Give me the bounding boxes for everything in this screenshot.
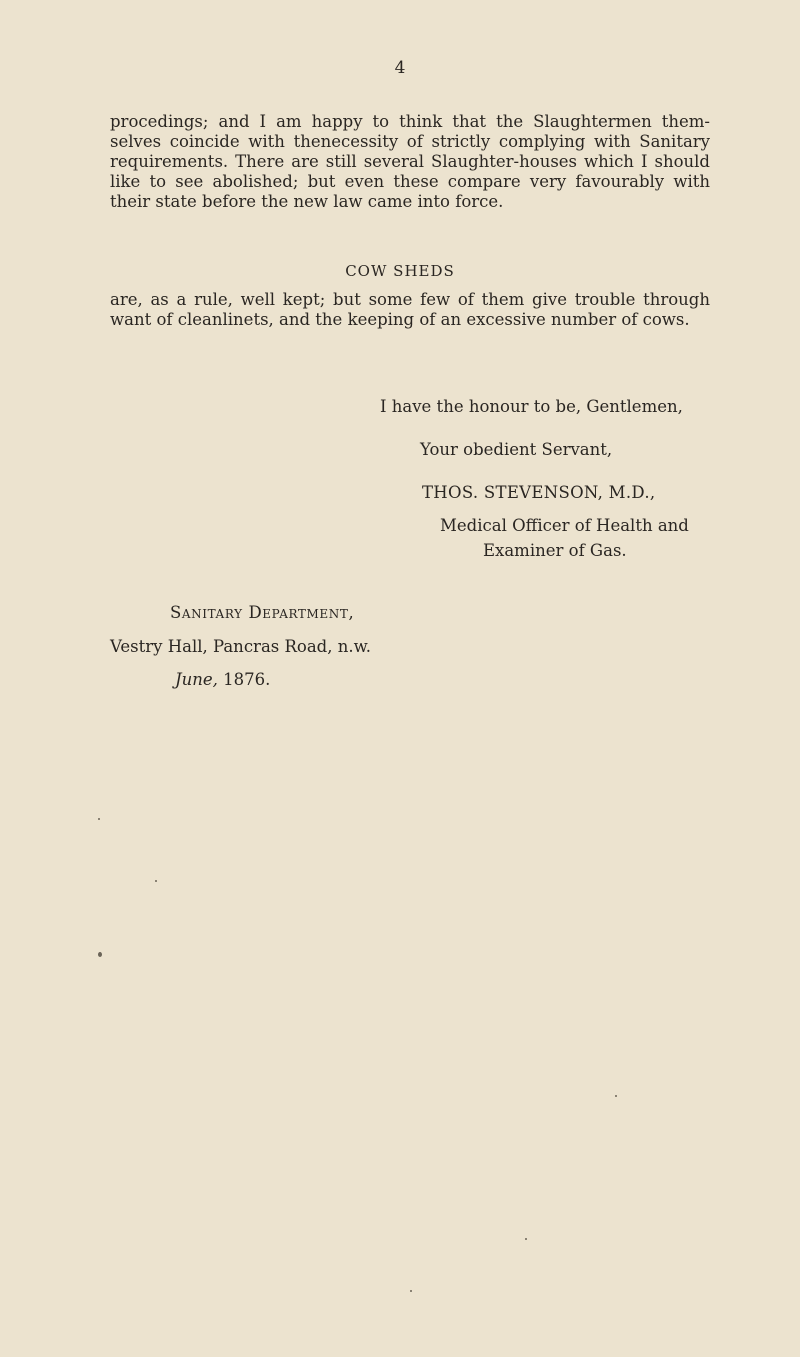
paper-speck: [615, 1095, 617, 1097]
paper-speck: [98, 952, 102, 957]
paper-speck: [155, 880, 157, 882]
officer-title-line-1: Medical Officer of Health and: [440, 516, 689, 535]
page-number: 4: [394, 58, 406, 78]
department-name: Sanitary Department,: [170, 603, 355, 622]
paper-speck: [410, 1290, 412, 1292]
document-date: [175, 670, 270, 689]
date-month: June,: [175, 670, 218, 689]
paper-speck: [525, 1238, 527, 1240]
closing-line: I have the honour to be, Gentlemen,: [380, 397, 683, 416]
signature-name: THOS. STEVENSON, M.D.,: [422, 483, 656, 502]
cow-sheds-paragraph: are, as a rule, well kept; but some few of them give trouble through want of cleanlinets, and the keeping of an excessive number of cows.: [110, 290, 710, 329]
intro-paragraph: procedings; and I am happy to think that the Slaughtermen them-selves coincide with thenecessity of strictly complying with Sanitary requirements. There are still several Slaughter-houses which I should like to see abolished; but even these compare very favourably with their state before the new law came into force.: [110, 112, 710, 211]
paper-speck: [98, 818, 100, 820]
obedient-servant-line: Your obedient Servant,: [420, 440, 613, 459]
officer-title-line-2: Examiner of Gas.: [483, 541, 627, 560]
section-heading: COW SHEDS: [345, 262, 455, 280]
date-year: 1876.: [223, 670, 271, 689]
department-address: Vestry Hall, Pancras Road, n.w.: [110, 637, 372, 656]
